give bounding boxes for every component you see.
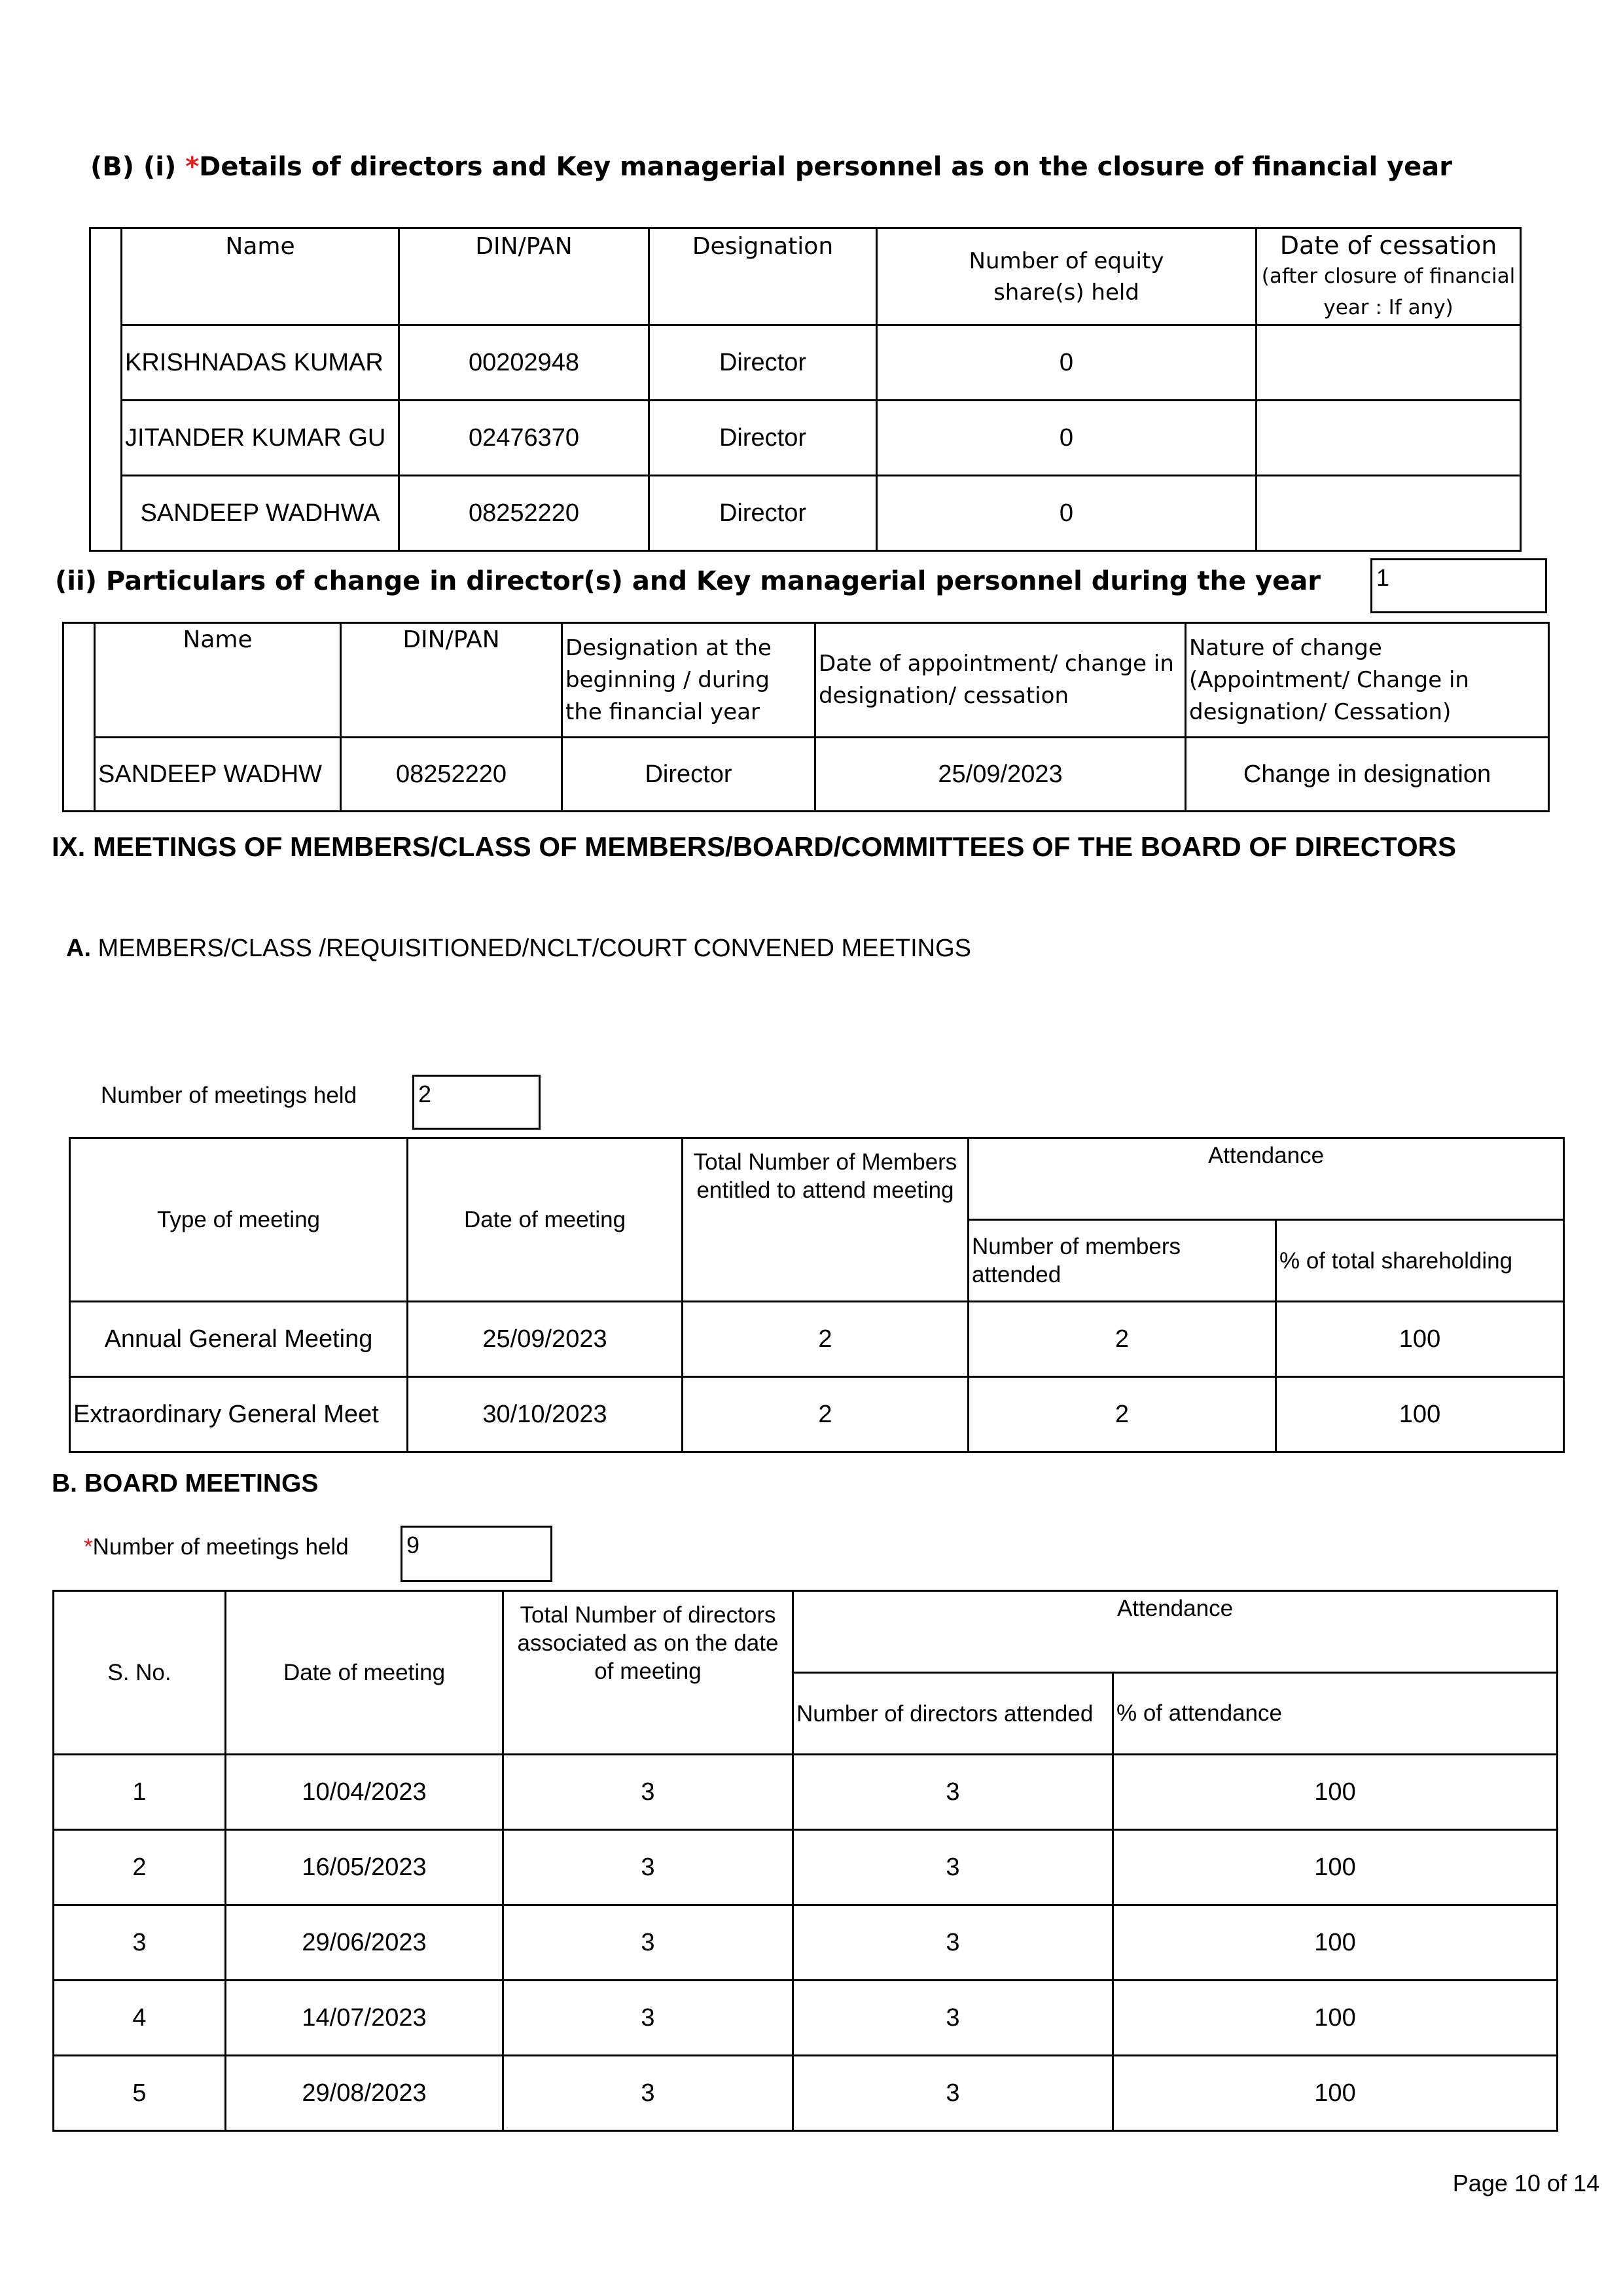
directors-table xyxy=(89,227,1522,552)
board-meetings-table xyxy=(52,1590,1558,2132)
header-attendance: Attendance xyxy=(793,1591,1558,1673)
board-sno[interactable]: 5 xyxy=(54,2056,226,2131)
director-cessation[interactable] xyxy=(1257,476,1521,551)
change-din[interactable]: 08252220 xyxy=(341,738,562,812)
meeting-date[interactable]: 25/09/2023 xyxy=(408,1302,683,1377)
meeting-type[interactable]: Annual General Meeting xyxy=(70,1302,408,1377)
meeting-pct[interactable]: 100 xyxy=(1276,1377,1564,1452)
director-designation[interactable]: Director xyxy=(649,476,877,551)
board-pct[interactable]: 100 xyxy=(1113,1905,1558,1981)
section-ix-title: IX. MEETINGS OF MEMBERS/CLASS OF MEMBERS/BOARD/COMMITTEES OF THE BOARD OF DIRECTORS xyxy=(52,831,1456,862)
board-date[interactable]: 14/07/2023 xyxy=(226,1981,503,2056)
meeting-total[interactable]: 2 xyxy=(683,1377,969,1452)
director-name[interactable]: KRISHNADAS KUMAR xyxy=(122,325,399,401)
header-name: Name xyxy=(95,623,341,738)
member-meetings-count-field[interactable]: 2 xyxy=(412,1075,541,1130)
board-pct[interactable]: 100 xyxy=(1113,1981,1558,2056)
meeting-attended[interactable]: 2 xyxy=(969,1302,1276,1377)
director-cessation[interactable] xyxy=(1257,401,1521,476)
header-attendance: Attendance xyxy=(969,1138,1564,1220)
header-date: Date of appointment/ change in designation/ cessation xyxy=(815,623,1186,738)
required-star: * xyxy=(185,152,200,182)
director-equity[interactable]: 0 xyxy=(877,476,1257,551)
meeting-date[interactable]: 30/10/2023 xyxy=(408,1377,683,1452)
board-meetings-label xyxy=(84,1534,349,1560)
table-row xyxy=(54,1981,1558,2056)
table-row xyxy=(54,1830,1558,1905)
header-cessation xyxy=(1257,228,1521,325)
section-a-title xyxy=(66,935,971,963)
change-name[interactable]: SANDEEP WADHW xyxy=(95,738,341,812)
section-a-title-text: MEMBERS/CLASS /REQUISITIONED/NCLT/COURT CONVENED MEETINGS xyxy=(91,935,971,962)
section-b1-title xyxy=(90,152,1452,182)
director-cessation[interactable] xyxy=(1257,325,1521,401)
table-row xyxy=(70,1302,1564,1377)
section-a-letter: A. xyxy=(66,935,91,962)
table-row xyxy=(90,401,1521,476)
section-b2-title: (ii) Particulars of change in director(s) and Key managerial personnel during the year xyxy=(55,566,1321,596)
change-designation[interactable]: Director xyxy=(562,738,815,812)
change-count-field[interactable]: 1 xyxy=(1370,558,1547,613)
meeting-pct[interactable]: 100 xyxy=(1276,1302,1564,1377)
table-row xyxy=(54,2056,1558,2131)
row-selector-column xyxy=(90,228,122,551)
board-total[interactable]: 3 xyxy=(503,1755,793,1830)
header-sno: S. No. xyxy=(54,1591,226,1755)
director-equity[interactable]: 0 xyxy=(877,401,1257,476)
change-date[interactable]: 25/09/2023 xyxy=(815,738,1186,812)
header-din: DIN/PAN xyxy=(399,228,649,325)
meeting-total[interactable]: 2 xyxy=(683,1302,969,1377)
page-number: Page 10 of 14 xyxy=(1452,2170,1599,2197)
header-date: Date of meeting xyxy=(408,1138,683,1302)
header-din: DIN/PAN xyxy=(341,623,562,738)
member-meetings-label: Number of meetings held xyxy=(101,1083,357,1108)
header-equity: Number of equity share(s) held xyxy=(877,228,1257,325)
header-designation: Designation at the beginning / during the financial year xyxy=(562,623,815,738)
board-meetings-count-field[interactable]: 9 xyxy=(401,1526,552,1582)
table-row xyxy=(54,1755,1558,1830)
header-directors-attended: Number of directors attended xyxy=(793,1673,1113,1755)
board-attended[interactable]: 3 xyxy=(793,2056,1113,2131)
row-selector-column xyxy=(63,623,95,812)
board-date[interactable]: 29/06/2023 xyxy=(226,1905,503,1981)
header-cessation-note: (after closure of financial year : If any) xyxy=(1261,264,1516,319)
director-name[interactable]: JITANDER KUMAR GU xyxy=(122,401,399,476)
board-meetings-label-text: Number of meetings held xyxy=(92,1534,349,1560)
board-total[interactable]: 3 xyxy=(503,1830,793,1905)
director-designation[interactable]: Director xyxy=(649,325,877,401)
director-name[interactable]: SANDEEP WADHWA xyxy=(122,476,399,551)
board-total[interactable]: 3 xyxy=(503,1905,793,1981)
meeting-attended[interactable]: 2 xyxy=(969,1377,1276,1452)
change-table xyxy=(62,622,1550,812)
board-attended[interactable]: 3 xyxy=(793,1905,1113,1981)
board-pct[interactable]: 100 xyxy=(1113,1830,1558,1905)
header-type: Type of meeting xyxy=(70,1138,408,1302)
required-star: * xyxy=(84,1534,93,1560)
table-row xyxy=(90,476,1521,551)
board-date[interactable]: 10/04/2023 xyxy=(226,1755,503,1830)
section-b1-prefix: (B) (i) xyxy=(90,152,186,182)
header-pct-shareholding: % of total shareholding xyxy=(1276,1220,1564,1302)
board-sno[interactable]: 4 xyxy=(54,1981,226,2056)
board-date[interactable]: 29/08/2023 xyxy=(226,2056,503,2131)
board-sno[interactable]: 1 xyxy=(54,1755,226,1830)
board-attended[interactable]: 3 xyxy=(793,1755,1113,1830)
board-pct[interactable]: 100 xyxy=(1113,1755,1558,1830)
board-total[interactable]: 3 xyxy=(503,2056,793,2131)
table-row xyxy=(70,1377,1564,1452)
director-equity[interactable]: 0 xyxy=(877,325,1257,401)
board-attended[interactable]: 3 xyxy=(793,1830,1113,1905)
board-attended[interactable]: 3 xyxy=(793,1981,1113,2056)
table-row xyxy=(90,325,1521,401)
header-cessation-title: Date of cessation xyxy=(1279,231,1497,260)
director-designation[interactable]: Director xyxy=(649,401,877,476)
header-total: Total Number of Members entitled to attend meeting xyxy=(683,1138,969,1302)
board-total[interactable]: 3 xyxy=(503,1981,793,2056)
director-din[interactable]: 08252220 xyxy=(399,476,649,551)
section-b1-title-text: Details of directors and Key managerial personnel as on the closure of financial year xyxy=(199,152,1453,182)
member-meetings-table xyxy=(69,1137,1565,1453)
header-designation: Designation xyxy=(649,228,877,325)
table-row xyxy=(63,738,1549,812)
table-row xyxy=(54,1905,1558,1981)
board-sno[interactable]: 2 xyxy=(54,1830,226,1905)
header-pct-attendance: % of attendance xyxy=(1113,1673,1558,1755)
board-date[interactable]: 16/05/2023 xyxy=(226,1830,503,1905)
header-date: Date of meeting xyxy=(226,1591,503,1755)
director-din[interactable]: 02476370 xyxy=(399,401,649,476)
header-name: Name xyxy=(122,228,399,325)
meeting-type[interactable]: Extraordinary General Meet xyxy=(70,1377,408,1452)
header-members-attended: Number of members attended xyxy=(969,1220,1276,1302)
header-total: Total Number of directors associated as on the date of meeting xyxy=(503,1591,793,1755)
board-pct[interactable]: 100 xyxy=(1113,2056,1558,2131)
board-sno[interactable]: 3 xyxy=(54,1905,226,1981)
director-din[interactable]: 00202948 xyxy=(399,325,649,401)
change-nature[interactable]: Change in designation xyxy=(1186,738,1549,812)
header-nature: Nature of change (Appointment/ Change in designation/ Cessation) xyxy=(1186,623,1549,738)
board-meetings-title: B. BOARD MEETINGS xyxy=(52,1469,319,1498)
